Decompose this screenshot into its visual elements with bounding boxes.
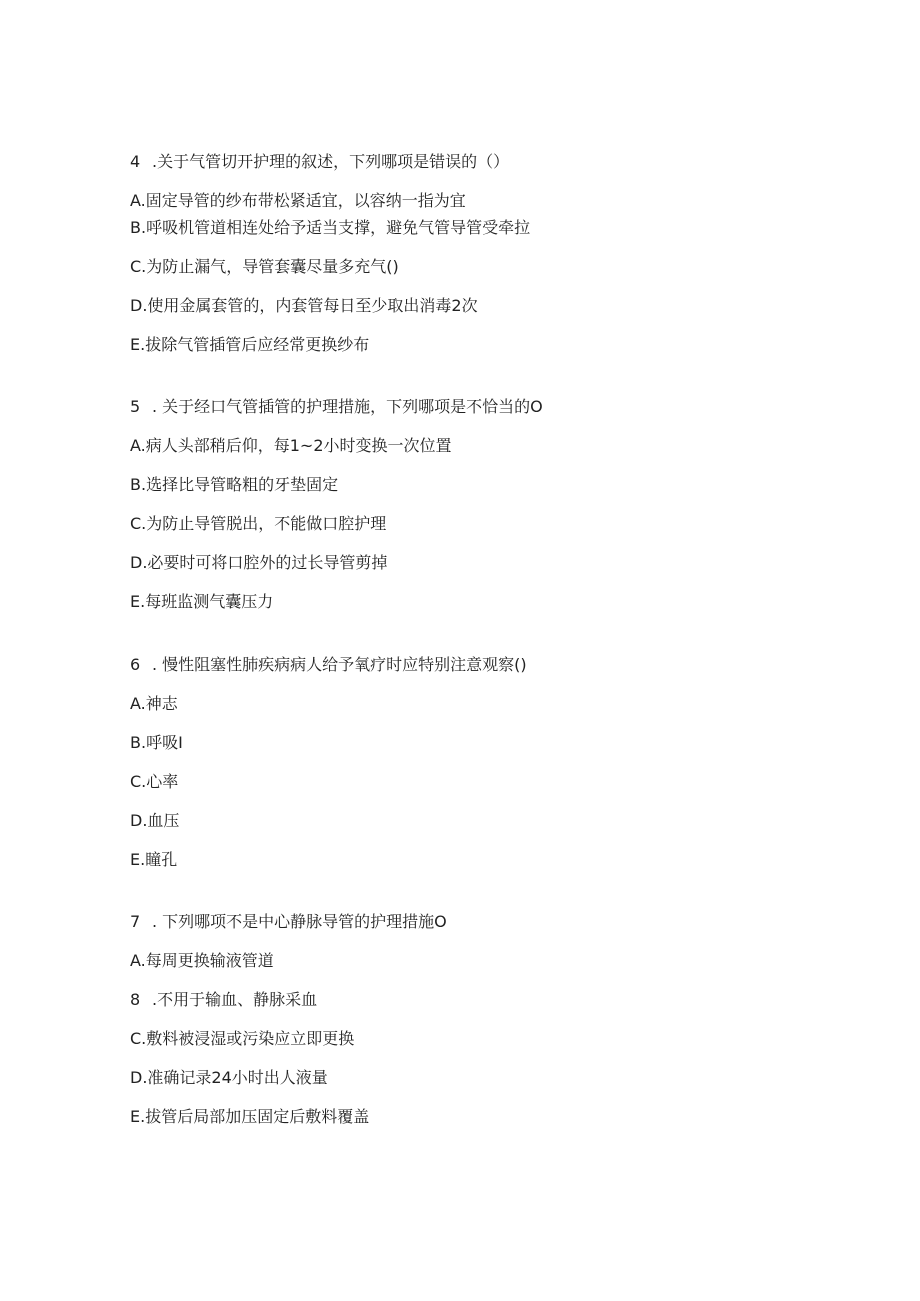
question-6-option-a: A.神志	[130, 694, 178, 713]
question-7-option-d: D.准确记录24小时出人液量	[130, 1068, 328, 1087]
line-number: 8	[130, 990, 141, 1009]
question-number: 5	[130, 397, 141, 416]
line-text: .不用于输血、静脉采血	[152, 990, 318, 1009]
question-4-option-c: C.为防止漏气，导管套囊尽量多充气()	[130, 257, 399, 276]
question-5-option-d: D.必要时可将口腔外的过长导管剪掉	[130, 553, 388, 572]
question-5-option-e: E.每班监测气囊压力	[130, 592, 274, 611]
question-text: . 关于经口气管插管的护理措施，下列哪项是不恰当的O	[152, 397, 543, 416]
question-7-option-e: E.拔管后局部加压固定后敷料覆盖	[130, 1107, 370, 1126]
question-text: .关于气管切开护理的叙述，下列哪项是错误的（）	[152, 152, 510, 171]
question-number: 7	[130, 912, 141, 931]
question-4-stem	[130, 152, 509, 172]
question-4-option-b: B.呼吸机管道相连处给予适当支撑，避免气管导管受牵拉	[130, 218, 531, 237]
question-4-option-e: E.拔除气管插管后应经常更换纱布	[130, 335, 370, 354]
question-text: . 慢性阻塞性肺疾病病人给予氧疗时应特别注意观察()	[152, 655, 527, 674]
question-text: . 下列哪项不是中心静脉导管的护理措施O	[152, 912, 447, 931]
question-6-option-e: E.瞳孔	[130, 850, 178, 869]
question-7-stem	[130, 912, 447, 932]
question-5-option-b: B.选择比导管略粗的牙垫固定	[130, 475, 339, 494]
question-6-option-d: D.血压	[130, 811, 180, 830]
question-5-stem	[130, 397, 543, 417]
question-5-option-c: C.为防止导管脱出，不能做口腔护理	[130, 514, 387, 533]
question-7-option-b-misnumbered	[130, 990, 317, 1010]
question-number: 4	[130, 152, 141, 171]
question-6-option-b: B.呼吸I	[130, 733, 183, 752]
question-7-option-c: C.敷料被浸湿或污染应立即更换	[130, 1029, 355, 1048]
question-5-option-a: A.病人头部稍后仰，每1~2小时变换一次位置	[130, 436, 452, 455]
question-7-option-a: A.每周更换输液管道	[130, 951, 274, 970]
question-6-option-c: C.心率	[130, 772, 179, 791]
question-4-option-d: D.使用金属套管的，内套管每日至少取出消毒2次	[130, 296, 478, 315]
question-6-stem	[130, 655, 527, 675]
question-number: 6	[130, 655, 141, 674]
question-4-option-a: A.固定导管的纱布带松紧适宜，以容纳一指为宜	[130, 191, 466, 210]
